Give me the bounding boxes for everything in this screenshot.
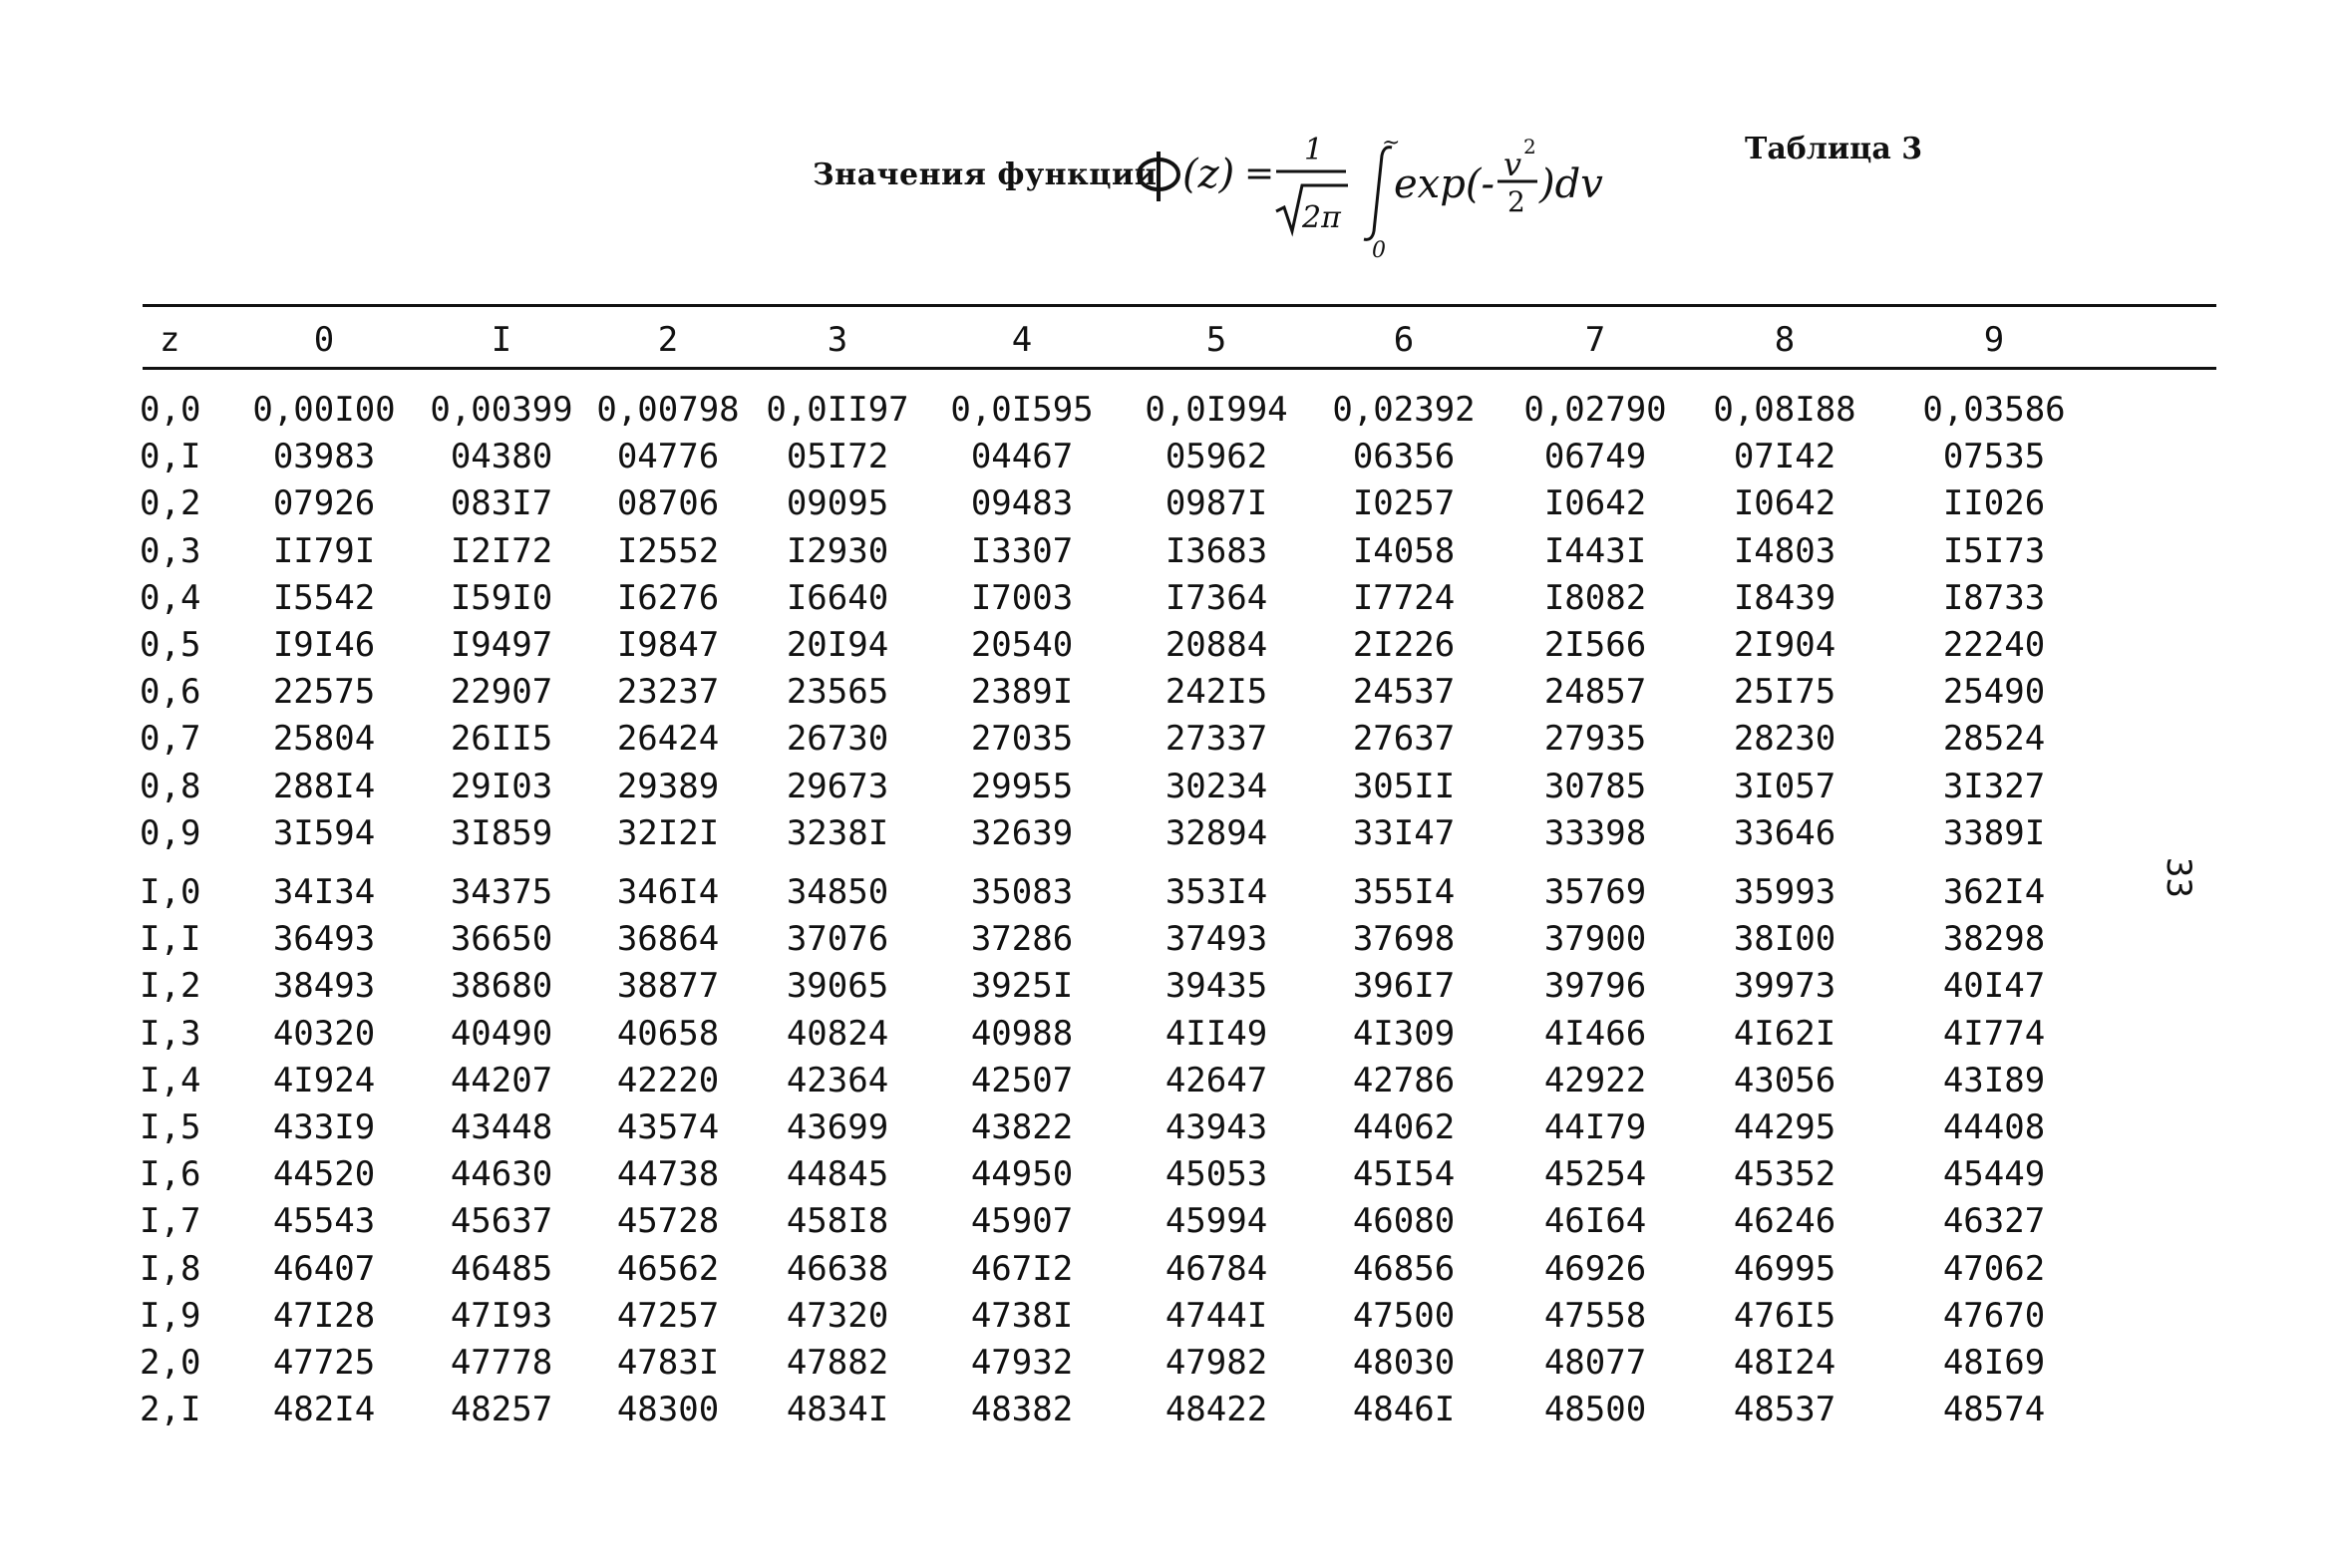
page-number: 33 [2159,857,2198,898]
table-cell: 4738I [970,1295,1074,1336]
table-cell: 362I4 [1942,872,2046,912]
table-cell: 25804 [272,719,376,760]
table-cell: I2930 [786,530,889,571]
table-cell: 3I057 [1733,766,1836,806]
table-cell: II79I [272,530,376,571]
table-cell: I0642 [1543,483,1647,524]
table-cell: 42786 [1352,1060,1456,1100]
row-z-value: I,7 [140,1201,201,1242]
table-row [0,480,2335,526]
table-cell: 4II49 [1165,1013,1268,1054]
table-row [0,622,2335,668]
table-cell: 42647 [1165,1060,1268,1100]
table-cell: 38680 [450,966,553,1007]
table-cell: 40824 [786,1013,889,1054]
table-cell: 30785 [1543,766,1647,806]
table-cell: 48300 [616,1390,720,1430]
table-cell: 46407 [272,1248,376,1289]
row-z-value: I,2 [140,966,201,1007]
table-cell: 396I7 [1352,966,1456,1007]
row-z-value: 0,2 [140,483,201,524]
table-cell: 48422 [1165,1390,1268,1430]
table-cell: 43699 [786,1107,889,1147]
table-cell: 27637 [1352,719,1456,760]
exp-power: 2 [1523,135,1536,158]
table-cell: I6276 [616,577,720,618]
table-cell: 23237 [616,672,720,713]
table-cell: 4783I [616,1343,720,1383]
row-z-value: 0,6 [140,672,201,713]
table-caption [813,157,1157,192]
table-cell: I3307 [970,530,1074,571]
table-cell: 26424 [616,719,720,760]
table-header-rule [143,367,2216,370]
table-cell: 03983 [272,437,376,477]
table-cell: I0257 [1352,483,1456,524]
table-cell: 47982 [1165,1343,1268,1383]
table-cell: 29955 [970,766,1074,806]
table-cell: 33646 [1733,812,1836,853]
table-cell: I4803 [1733,530,1836,571]
table-cell: 48I69 [1942,1343,2046,1383]
table-cell: 46995 [1733,1248,1836,1289]
table-cell: I9I46 [272,625,376,665]
table-cell: 40I47 [1942,966,2046,1007]
table-cell: I6640 [786,577,889,618]
table-cell: 32639 [970,812,1074,853]
row-z-value: 2,I [140,1390,201,1430]
table-cell: 38493 [272,966,376,1007]
table-cell: 47882 [786,1343,889,1383]
table-cell: I8733 [1942,577,2046,618]
table-cell: 4744I [1165,1295,1268,1336]
table-cell: 242I5 [1165,672,1268,713]
table-cell: 43056 [1733,1060,1836,1100]
table-cell: 46784 [1165,1248,1268,1289]
table-cell: 43I89 [1942,1060,2046,1100]
table-cell: 2I226 [1352,625,1456,665]
table-cell: 40988 [970,1013,1074,1054]
table-cell: 476I5 [1733,1295,1836,1336]
table-cell: 47500 [1352,1295,1456,1336]
table-cell: 48382 [970,1390,1074,1430]
table-cell: I443I [1543,530,1647,571]
row-z-value: I,8 [140,1248,201,1289]
table-cell: 26730 [786,719,889,760]
table-cell: 39435 [1165,966,1268,1007]
table-cell: 48030 [1352,1343,1456,1383]
row-z-value: I,4 [140,1060,201,1100]
exp-numerator: v [1503,146,1522,183]
table-cell: 3I859 [450,812,553,853]
table-cell: I7003 [970,577,1074,618]
table-cell: 35083 [970,872,1074,912]
table-cell: 45907 [970,1201,1074,1242]
table-cell: 20884 [1165,625,1268,665]
table-cell: 40320 [272,1013,376,1054]
table-cell: 35769 [1543,872,1647,912]
table-cell: 45254 [1543,1154,1647,1195]
table-cell: 4I62I [1733,1013,1836,1054]
table-cell: 33I47 [1352,812,1456,853]
table-cell: 44207 [450,1060,553,1100]
table-cell: I5542 [272,577,376,618]
integral-lower-limit: 0 [1372,238,1386,259]
table-cell: 44408 [1942,1107,2046,1147]
table-cell: 346I4 [616,872,720,912]
table-cell: 47725 [272,1343,376,1383]
table-cell: 47257 [616,1295,720,1336]
table-cell: 27935 [1543,719,1647,760]
table-row [0,716,2335,762]
table-cell: 43822 [970,1107,1074,1147]
table-cell: 24537 [1352,672,1456,713]
table-cell: 29I03 [450,766,553,806]
table-cell: 46856 [1352,1248,1456,1289]
table-cell: 4I466 [1543,1013,1647,1054]
table-cell: 0,0I595 [950,390,1094,430]
exp-close: )dv [1539,161,1603,207]
table-cell: 05I72 [786,437,889,477]
table-cell: 36650 [450,919,553,960]
table-cell: 47670 [1942,1295,2046,1336]
table-cell: 05962 [1165,437,1268,477]
table-cell: 29673 [786,766,889,806]
table-label: Таблица 3 [1745,132,1923,166]
table-cell: I9497 [450,625,553,665]
table-cell: 25I75 [1733,672,1836,713]
table-row [0,1246,2335,1292]
table-cell: 3I327 [1942,766,2046,806]
table-cell: 288I4 [272,766,376,806]
table-row [0,669,2335,715]
table-row [0,1387,2335,1432]
table-cell: 43448 [450,1107,553,1147]
table-cell: I8439 [1733,577,1836,618]
table-cell: 46327 [1942,1201,2046,1242]
table-cell: 0,03586 [1922,390,2066,430]
caption-prefix: Значения функции [813,157,1158,192]
table-cell: 44738 [616,1154,720,1195]
table-row [0,1293,2335,1339]
row-z-value: 0,I [140,437,201,477]
table-cell: 433I9 [272,1107,376,1147]
table-cell: I3683 [1165,530,1268,571]
row-z-value: 0,4 [140,577,201,618]
phi-symbol [1139,152,1178,201]
table-cell: I59I0 [450,577,553,618]
table-cell: 22907 [450,672,553,713]
table-cell: 482I4 [272,1390,376,1430]
table-header-row [0,317,2335,363]
table-cell: 46485 [450,1248,553,1289]
table-cell: I9847 [616,625,720,665]
table-cell: 47778 [450,1343,553,1383]
table-cell: 4I309 [1352,1013,1456,1054]
table-cell: 3238I [786,812,889,853]
table-cell: I7724 [1352,577,1456,618]
table-cell: 45449 [1942,1154,2046,1195]
table-cell: 37286 [970,919,1074,960]
column-header-4: 4 [1011,320,1033,360]
fraction-denominator: 2π [1302,200,1341,235]
table-cell: 38877 [616,966,720,1007]
table-cell: 3389I [1942,812,2046,853]
table-cell: 45728 [616,1201,720,1242]
table-cell: 40658 [616,1013,720,1054]
table-cell: 43574 [616,1107,720,1147]
column-header-6: 6 [1393,320,1415,360]
table-cell: 44520 [272,1154,376,1195]
table-cell: 42220 [616,1060,720,1100]
table-cell: 27035 [970,719,1074,760]
table-row [0,810,2335,856]
table-cell: II026 [1942,483,2046,524]
table-cell: 20540 [970,625,1074,665]
table-cell: 0,08I88 [1713,390,1856,430]
table-cell: 23565 [786,672,889,713]
table-row [0,1151,2335,1197]
table-row [0,963,2335,1009]
table-cell: 46926 [1543,1248,1647,1289]
table-cell: 39973 [1733,966,1836,1007]
table-cell: 07I42 [1733,437,1836,477]
table-cell: 44845 [786,1154,889,1195]
table-cell: 38I00 [1733,919,1836,960]
table-row [0,1058,2335,1103]
table-cell: 28524 [1942,719,2046,760]
table-cell: 04380 [450,437,553,477]
row-z-value: I,I [140,919,201,960]
table-cell: 47I93 [450,1295,553,1336]
table-cell: 28230 [1733,719,1836,760]
column-header-5: 5 [1205,320,1227,360]
row-z-value: 0,0 [140,390,201,430]
table-cell: 44630 [450,1154,553,1195]
table-cell: 38298 [1942,919,2046,960]
table-cell: I5I73 [1942,530,2046,571]
table-row [0,387,2335,433]
table-row [0,575,2335,621]
table-cell: 45637 [450,1201,553,1242]
table-cell: 06749 [1543,437,1647,477]
table-cell: 37493 [1165,919,1268,960]
row-z-value: 0,7 [140,719,201,760]
table-row [0,434,2335,479]
formula-arg: (z) [1182,152,1235,197]
row-z-value: 2,0 [140,1343,201,1383]
table-cell: 25490 [1942,672,2046,713]
table-cell: 26II5 [450,719,553,760]
table-cell: 37076 [786,919,889,960]
table-row [0,1104,2335,1150]
table-cell: 48I24 [1733,1343,1836,1383]
table-cell: 22575 [272,672,376,713]
table-cell: 45543 [272,1201,376,1242]
table-cell: 46638 [786,1248,889,1289]
table-cell: I4058 [1352,530,1456,571]
table-row [0,764,2335,809]
row-z-value: I,0 [140,872,201,912]
table-cell: 27337 [1165,719,1268,760]
table-cell: 36864 [616,919,720,960]
table-cell: 45053 [1165,1154,1268,1195]
row-z-value: I,3 [140,1013,201,1054]
table-cell: 48574 [1942,1390,2046,1430]
table-cell: 33398 [1543,812,1647,853]
column-header-3: 3 [827,320,848,360]
table-cell: 32I2I [616,812,720,853]
table-cell: 22240 [1942,625,2046,665]
table-cell: 30234 [1165,766,1268,806]
table-cell: 45I54 [1352,1154,1456,1195]
table-cell: 3925I [970,966,1074,1007]
table-row [0,916,2335,962]
table-top-rule [143,304,2216,307]
row-z-value: 0,8 [140,766,201,806]
table-cell: 47I28 [272,1295,376,1336]
table-cell: 34375 [450,872,553,912]
z-column-header: z [160,320,180,360]
integral-sign [1364,148,1392,240]
table-cell: 46080 [1352,1201,1456,1242]
column-header-7: 7 [1584,320,1606,360]
table-cell: 44950 [970,1154,1074,1195]
table-cell: 4846I [1352,1390,1456,1430]
table-cell: 458I8 [786,1201,889,1242]
row-z-value: I,5 [140,1107,201,1147]
exp-text: exp(- [1394,161,1495,207]
table-cell: 305II [1352,766,1456,806]
table-cell: 0,0II97 [766,390,909,430]
row-z-value: 0,9 [140,812,201,853]
table-cell: 45994 [1165,1201,1268,1242]
column-header-9: 9 [1983,320,2005,360]
table-cell: 46562 [616,1248,720,1289]
table-cell: 2I904 [1733,625,1836,665]
table-cell: 0,00399 [430,390,573,430]
table-cell: 42922 [1543,1060,1647,1100]
table-cell: 4I774 [1942,1013,2046,1054]
table-cell: 48077 [1543,1343,1647,1383]
table-cell: 44I79 [1543,1107,1647,1147]
row-z-value: 0,5 [140,625,201,665]
table-cell: 37900 [1543,919,1647,960]
table-cell: 48537 [1733,1390,1836,1430]
table-cell: 39065 [786,966,889,1007]
table-cell: I7364 [1165,577,1268,618]
exp-denominator: 2 [1507,185,1525,218]
table-cell: 4834I [786,1390,889,1430]
column-header-8: 8 [1774,320,1796,360]
table-cell: 24857 [1543,672,1647,713]
table-cell: 355I4 [1352,872,1456,912]
column-header-2: 2 [657,320,679,360]
formula [1137,120,1695,259]
table-cell: 467I2 [970,1248,1074,1289]
table-cell: 0,00I00 [252,390,396,430]
table-cell: 0,00798 [596,390,740,430]
table-cell: 2I566 [1543,625,1647,665]
table-row [0,869,2335,915]
table-cell: 0987I [1165,483,1268,524]
table-cell: 42507 [970,1060,1074,1100]
table-cell: 0,02790 [1523,390,1667,430]
column-header-1: I [491,320,512,360]
table-cell: 07926 [272,483,376,524]
table-cell: 39796 [1543,966,1647,1007]
table-cell: 04776 [616,437,720,477]
table-cell: 09483 [970,483,1074,524]
table-cell: 20I94 [786,625,889,665]
fraction-numerator: 1 [1304,133,1324,167]
table-cell: 48500 [1543,1390,1647,1430]
row-z-value: I,9 [140,1295,201,1336]
table-row [0,1011,2335,1057]
table-cell: 32894 [1165,812,1268,853]
table-cell: 43943 [1165,1107,1268,1147]
integral-upper-limit: ~ [1382,131,1401,156]
table-cell: 4I924 [272,1060,376,1100]
table-cell: 47558 [1543,1295,1647,1336]
table-cell: 29389 [616,766,720,806]
column-header-0: 0 [313,320,335,360]
table-cell: 37698 [1352,919,1456,960]
table-cell: 34I34 [272,872,376,912]
table-cell: 47320 [786,1295,889,1336]
table-cell: 04467 [970,437,1074,477]
table-cell: 42364 [786,1060,889,1100]
table-row [0,1340,2335,1386]
table-cell: 083I7 [450,483,553,524]
table-cell: 36493 [272,919,376,960]
table-cell: 48257 [450,1390,553,1430]
row-z-value: 0,3 [140,530,201,571]
table-cell: I2552 [616,530,720,571]
table-cell: 07535 [1942,437,2046,477]
table-cell: I0642 [1733,483,1836,524]
table-cell: 0,0I994 [1145,390,1288,430]
table-row [0,528,2335,574]
table-cell: 06356 [1352,437,1456,477]
table-cell: 35993 [1733,872,1836,912]
table-cell: 46I64 [1543,1201,1647,1242]
table-row [0,1198,2335,1244]
equals-sign: = [1244,154,1275,194]
table-cell: 47062 [1942,1248,2046,1289]
table-cell: 08706 [616,483,720,524]
table-cell: 46246 [1733,1201,1836,1242]
table-cell: 44062 [1352,1107,1456,1147]
table-cell: 34850 [786,872,889,912]
table-cell: 09095 [786,483,889,524]
table-cell: I2I72 [450,530,553,571]
table-cell: 3I594 [272,812,376,853]
table-cell: I8082 [1543,577,1647,618]
table-cell: 0,02392 [1332,390,1476,430]
table-cell: 44295 [1733,1107,1836,1147]
table-cell: 47932 [970,1343,1074,1383]
table-cell: 45352 [1733,1154,1836,1195]
table-cell: 353I4 [1165,872,1268,912]
table-cell: 40490 [450,1013,553,1054]
table-cell: 2389I [970,672,1074,713]
row-z-value: I,6 [140,1154,201,1195]
